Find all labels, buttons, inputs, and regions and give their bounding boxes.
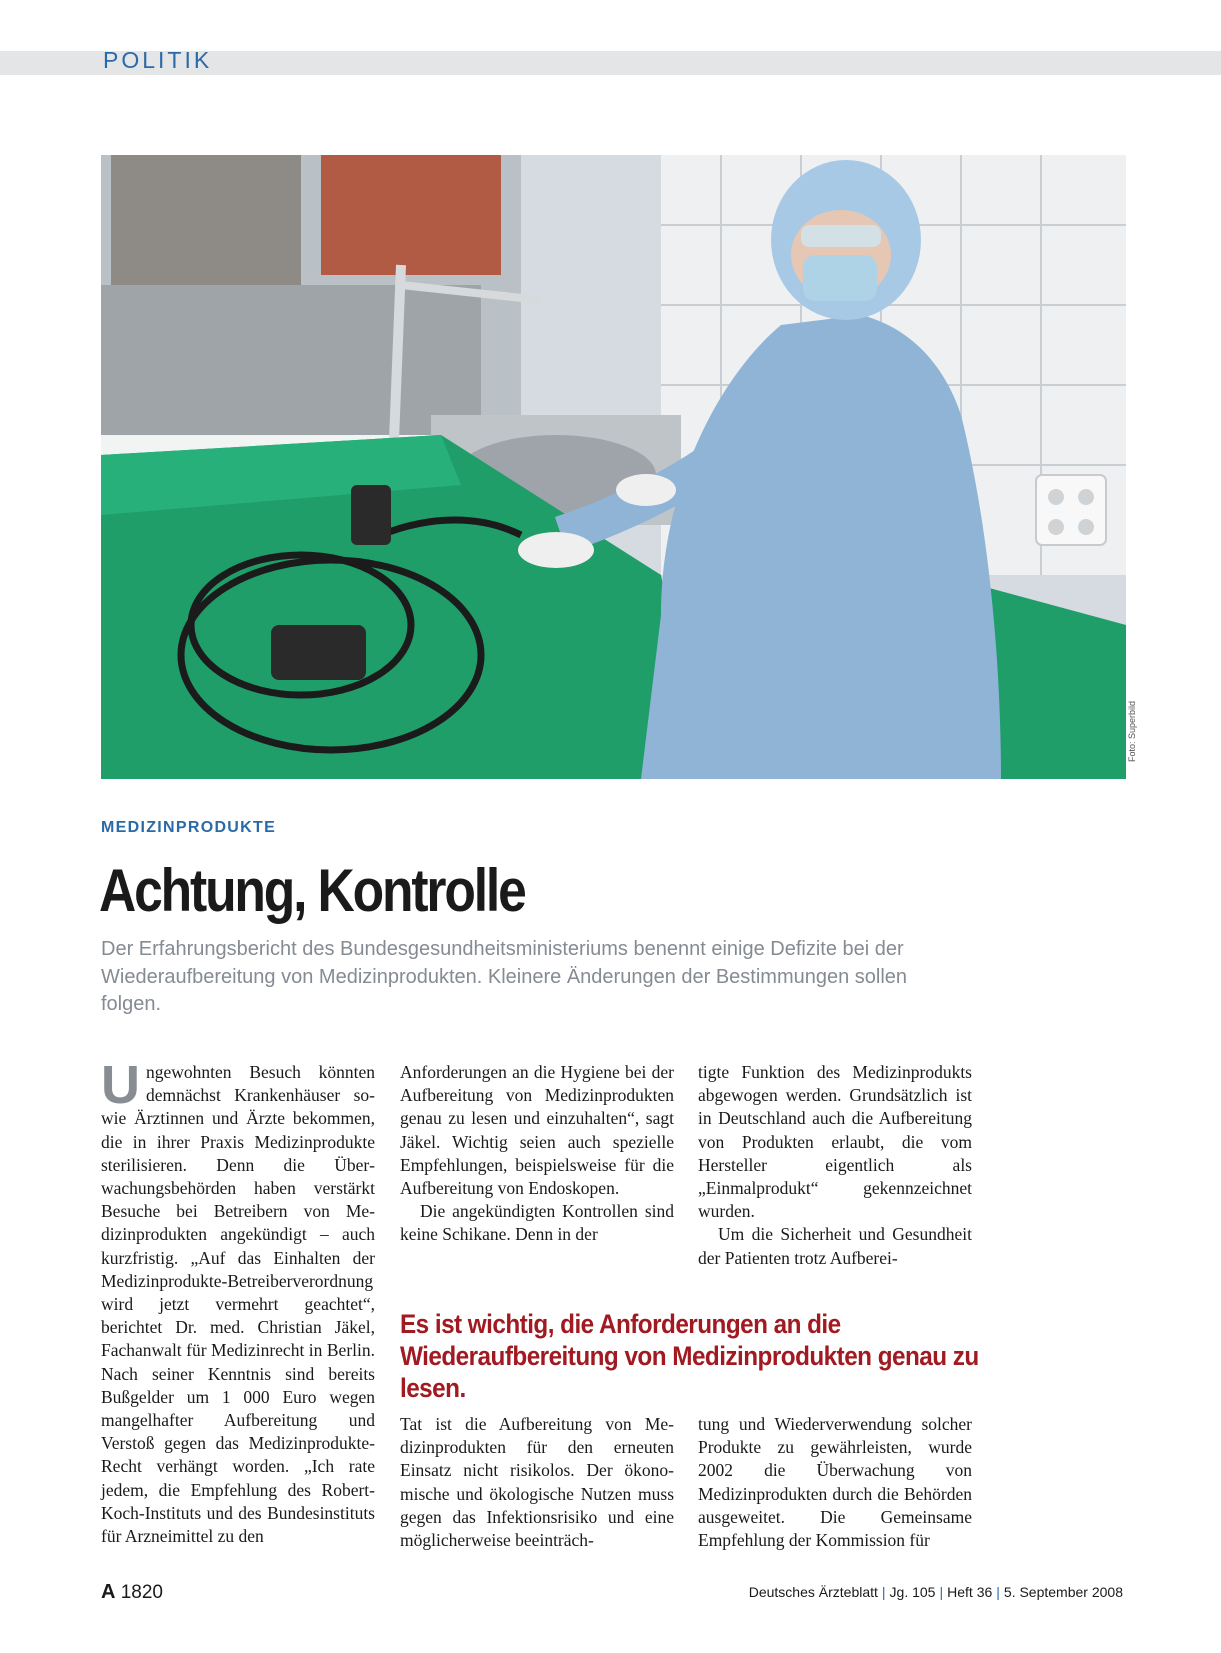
article-photo xyxy=(101,155,1126,779)
journal-issue: Heft 36 xyxy=(947,1584,993,1600)
article-column-3-bottom xyxy=(698,1413,972,1552)
journal-footer xyxy=(749,1584,1123,1600)
page-number xyxy=(101,1581,163,1604)
journal-name: Deutsches Ärzteblatt xyxy=(748,1584,878,1600)
article-column-2-top xyxy=(400,1061,674,1247)
paragraph: Um die Sicherheit und Gesundheit der Patienten trotz Aufberei- xyxy=(698,1224,972,1268)
article-column-1 xyxy=(101,1055,375,1548)
page-prefix: A xyxy=(101,1581,116,1603)
article-column-2-bottom xyxy=(400,1413,674,1552)
article-kicker: MEDIZINPRODUKTE xyxy=(101,819,277,836)
pull-quote: Es ist wichtig, die Anforderungen an die Wiederaufbereitung von Medizinprodukten genau zu lesen. xyxy=(400,1309,979,1403)
separator: | xyxy=(996,1584,1000,1600)
journal-volume: Jg. 105 xyxy=(889,1584,936,1600)
article-lead: Der Erfahrungsbericht des Bundesgesundheitsministeriums benennt einige Defizite bei der Wiederaufbereitung von Medizinprodukten. Kleinere Änderungen der Bestimmungen sollen folgen. xyxy=(101,938,908,1015)
endoscope-cleaning-photo xyxy=(101,155,1126,779)
section-label: POLITIK xyxy=(103,47,213,73)
photo-credit: Foto: Superbild xyxy=(1127,700,1137,762)
article-title: Achtung, Kontrolle xyxy=(99,857,525,924)
paragraph: tigte Funktion des Medizinprodukts abgewogen werden. Grundsätzlich ist in Deutschland auch die Aufbereitung von Produkten erlaubt, die vom Hersteller eigentlich als „Einmalprodukt“ gekennzeichnet wurden. xyxy=(698,1062,972,1222)
article-column-3-top xyxy=(698,1061,972,1270)
page-number-value: 1820 xyxy=(120,1582,164,1603)
journal-date: 5. September 2008 xyxy=(1003,1584,1123,1600)
paragraph xyxy=(101,1055,375,1548)
paragraph-text: ngewohnten Besuch könnten demnächst Krankenhäuser sowie Ärztinnen und Ärzte bekommen, die in ihrer Praxis Medizinprodukte sterilisieren. Denn die Überwachungsbehörden haben verstärkt Besuche bei Betreibern von Medizinprodukten angekündigt – auch kurzfristig. „Auf das Einhalten der Medizinprodukte-Betreiberverordnung wird jetzt vermehrt geachtet“, berichtet Dr. med. Christian Jäkel, Fachanwalt für Medizinrecht in Berlin. Nach seiner Kenntnis sind bereits Bußgelder um 1 000 Euro wegen mangelhafter Aufbereitung und Verstoß gegen das Medizinprodukte-Recht verhängt worden. „Ich rate jedem, die Empfehlung des Robert-Koch-Instituts und des Bundesinstituts für Arzneimittel zu den xyxy=(101,1062,375,1547)
separator: | xyxy=(939,1584,944,1600)
drop-cap: U xyxy=(101,1055,140,1115)
paragraph: Tat ist die Aufbereitung von Medizinprodukten für den erneuten Einsatz nicht risikolos. Der ökonomische und ökologische Nutzen muss gegen das Infektionsrisiko und eine möglicherweise beeinträch- xyxy=(400,1414,674,1551)
paragraph: Anforderungen an die Hygiene bei der Aufbereitung von Medizinprodukten genau zu lesen und einzuhalten“, sagt Jäkel. Wichtig seien auch spezielle Empfehlungen, beispielsweise für die Aufbereitung von Endoskopen. xyxy=(400,1062,674,1199)
paragraph: tung und Wiederverwendung solcher Produkte zu gewährleisten, wurde 2002 die Überwachung von Medizinprodukten durch die Behörden ausgeweitet. Die Gemeinsame Empfehlung der Kommission für xyxy=(698,1414,972,1551)
separator: | xyxy=(881,1584,886,1600)
paragraph: Die angekündigten Kontrollen sind keine Schikane. Denn in der xyxy=(400,1201,674,1245)
